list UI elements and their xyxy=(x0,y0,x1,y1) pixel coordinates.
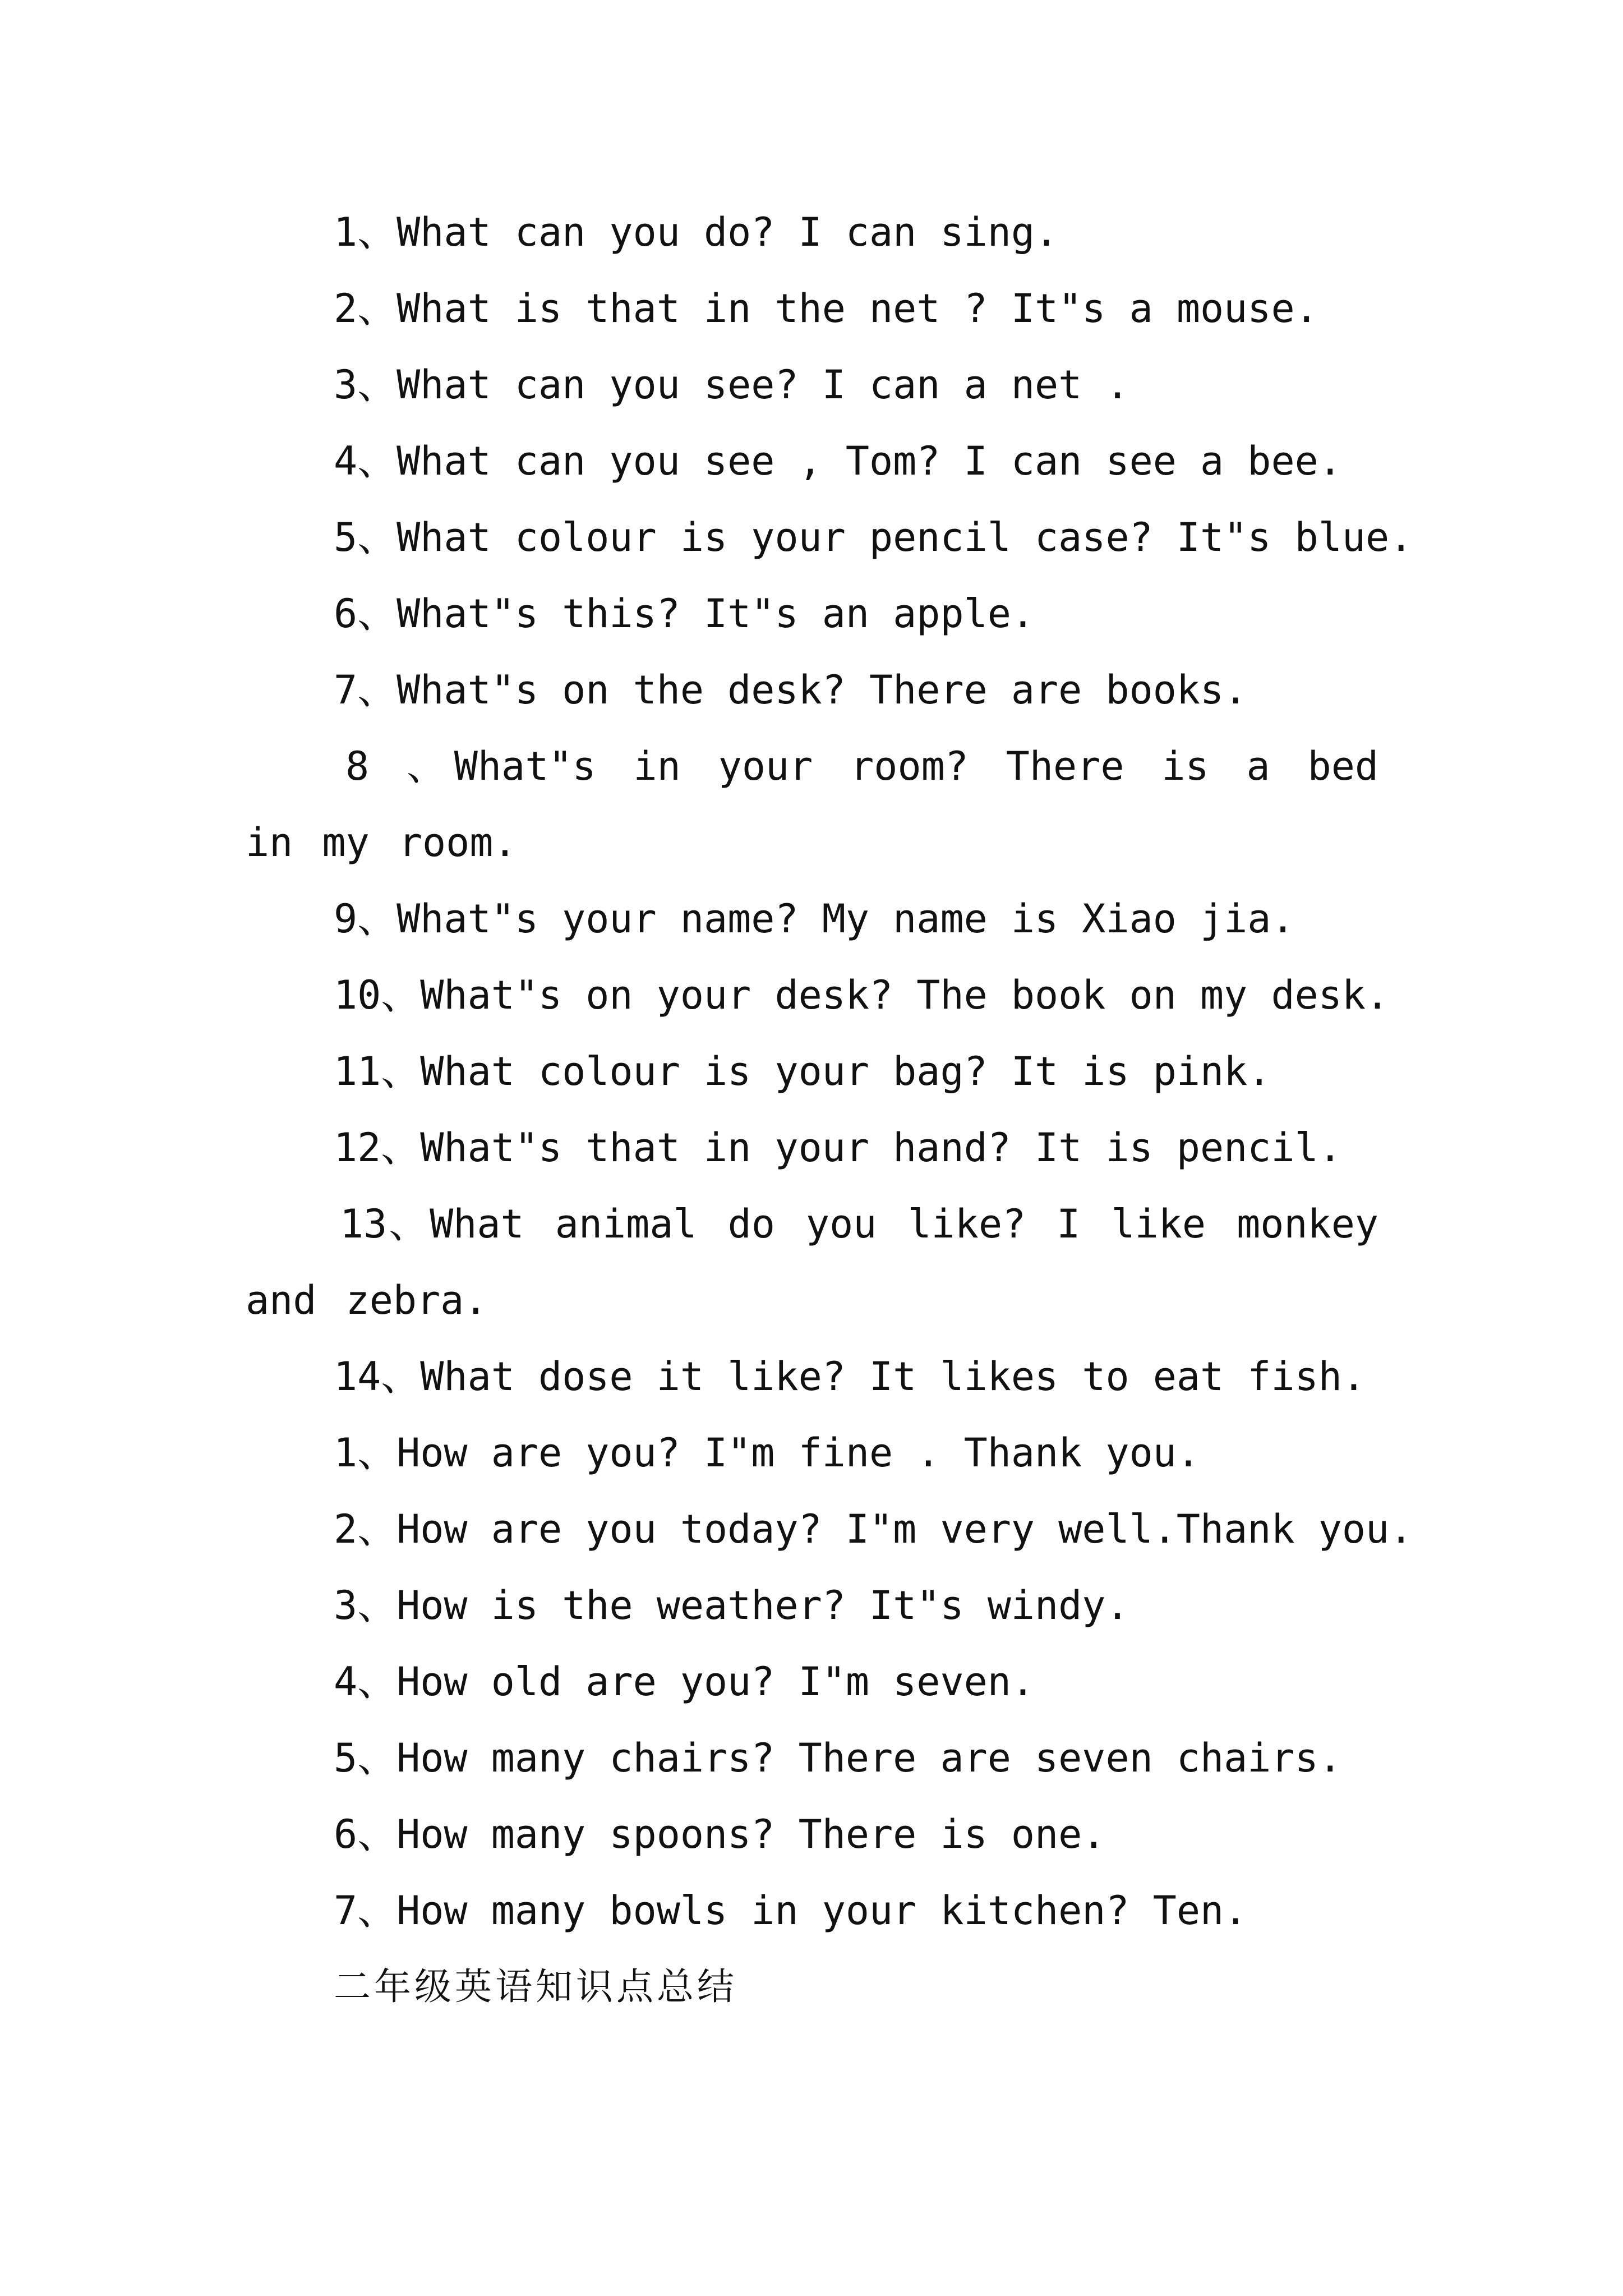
question-line: 5、What colour is your pencil case? It"s blue. xyxy=(334,514,1413,560)
question-line: 3、How is the weather? It"s windy. xyxy=(334,1582,1129,1628)
question-line: 12、What"s that in your hand? It is pencil. xyxy=(334,1125,1342,1171)
question-line: 4、What can you see , Tom? I can see a bee. xyxy=(334,438,1342,484)
question-line: 2、How are you today? I"m very well.Thank you. xyxy=(334,1506,1413,1552)
question-line: 10、What"s on your desk? The book on my desk. xyxy=(334,972,1390,1018)
question-line: 8 、What"s in your room? There is a bed in my room. xyxy=(246,743,1378,866)
question-line: 5、How many chairs? There are seven chairs. xyxy=(334,1735,1342,1781)
question-line: 7、How many bowls in your kitchen? Ten. xyxy=(334,1888,1248,1934)
question-line: 14、What dose it like? It likes to eat fish. xyxy=(334,1354,1366,1400)
section-heading: 二年级英语知识点总结 xyxy=(334,1965,737,2008)
question-line: 3、What can you see? I can a net . xyxy=(334,362,1129,408)
question-line: 6、How many spoons? There is one. xyxy=(334,1811,1106,1857)
question-line: 4、How old are you? I"m seven. xyxy=(334,1659,1035,1705)
question-line: 6、What"s this? It"s an apple. xyxy=(334,591,1035,637)
question-line: 1、How are you? I"m fine . Thank you. xyxy=(334,1430,1201,1476)
document-body xyxy=(246,194,1413,2025)
question-line: 1、What can you do? I can sing. xyxy=(334,209,1059,255)
question-line: 13、What animal do you like? I like monkey and zebra. xyxy=(246,1201,1378,1323)
question-line: 11、What colour is your bag? It is pink. xyxy=(334,1048,1271,1094)
question-line: 7、What"s on the desk? There are books. xyxy=(334,667,1248,713)
question-line: 9、What"s your name? My name is Xiao jia. xyxy=(334,896,1295,942)
question-line: 2、What is that in the net ? It"s a mouse. xyxy=(334,286,1318,332)
